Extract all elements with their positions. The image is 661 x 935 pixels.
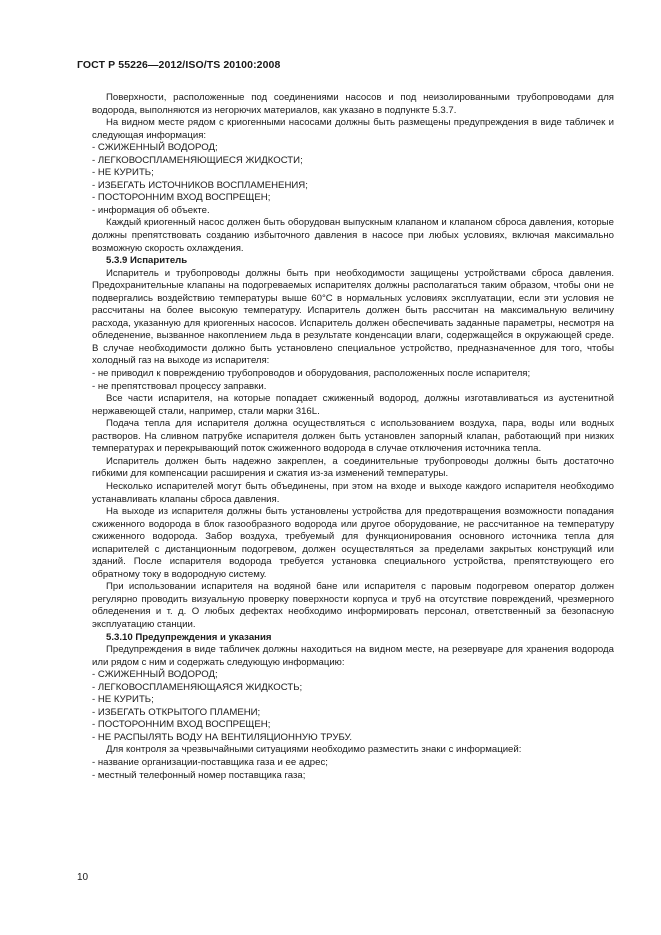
list-item: - ИЗБЕГАТЬ ИСТОЧНИКОВ ВОСПЛАМЕНЕНИЯ; bbox=[92, 179, 308, 191]
list-item: - СЖИЖЕННЫЙ ВОДОРОД; bbox=[92, 669, 218, 681]
paragraph: Испаритель должен быть надежно закреплен, а соединительные трубопроводы должны быть достаточно гибкими для компенсации расширения и сжатия из-за изменений температуры. bbox=[92, 455, 614, 480]
list-item: - название организации-поставщика газа и ее адрес; bbox=[92, 756, 328, 768]
list-item: - ПОСТОРОННИМ ВХОД ВОСПРЕЩЕН; bbox=[92, 192, 271, 204]
paragraph: При использовании испарителя на водяной бане или испарителя с паровым подогревом оператор должен регулярно проводить визуальную проверку поверхности корпуса и труб на отсутствие повреждений, чрезмерного обледенения и т. д. О любых дефектах необходимо информировать персонал, ответственный за безопасную эксплуатацию станции. bbox=[92, 581, 614, 630]
list-item: - СЖИЖЕННЫЙ ВОДОРОД; bbox=[92, 142, 218, 154]
paragraph: На выходе из испарителя должны быть установлены устройства для предотвращения возможности попадания сжиженного водорода в блок газообразного водорода или другое оборудование, не рассчитанное на температуру сжиженного водорода. Забор воздуха, требуемый для функционирования основного источника тепла для испарителей с дистанционным подогревом, должен осуществляться за пределами закрытых конструкций или зданий. После испарителя водорода требуется установка специального устройства, препятствующего его обратному току в водородную систему. bbox=[92, 506, 614, 580]
list-item: - ИЗБЕГАТЬ ОТКРЫТОГО ПЛАМЕНИ; bbox=[92, 706, 261, 718]
list-item: - НЕ КУРИТЬ; bbox=[92, 694, 154, 706]
list-item: - информация об объекте. bbox=[92, 204, 210, 216]
section-heading: 5.3.9 Испаритель bbox=[106, 255, 188, 267]
paragraph: Испаритель и трубопроводы должны быть при необходимости защищены устройствами сброса давления. Предохранительные клапаны на подогреваемых испарителях должны располагаться таким образом, чтобы они не подвергались воздействию температуры выше 60°С в нормальных условиях эксплуатации, если эти условия не рассчитаны на более высокую температуру. Испаритель должен быть рассчитан на максимальную величину расхода, указанную для криогенных насосов. Испаритель должен обеспечивать заданные параметры, несмотря на обледенение, вызванное накоплением льда в результате конденсации влаги, содержащейся в окружающей среде. В случае необходимости должно быть установлено специальное устройство, предназначенное для того, чтобы холодный газ на выходе из испарителя: bbox=[92, 267, 614, 367]
paragraph: Каждый криогенный насос должен быть оборудован выпускным клапаном и клапаном сброса давления, которые должны препятствовать созданию избыточного давления в насосе при любых условиях, включая максимально возможную скорость охлаждения. bbox=[92, 217, 614, 254]
list-item: - не приводил к повреждению трубопроводов и оборудования, расположенных после испарителя; bbox=[92, 368, 531, 380]
list-item: - местный телефонный номер поставщика газа; bbox=[92, 769, 306, 781]
paragraph: Поверхности, расположенные под соединениями насосов и под неизолированными трубопроводами для водорода, выполняются из негорючих материалов, как указано в подпункте 5.3.7. bbox=[92, 92, 614, 116]
paragraph: Предупреждения в виде табличек должны находиться на видном месте, на резервуаре для хранения водорода или рядом с ним и содержать следующую информацию: bbox=[92, 644, 614, 668]
paragraph: Несколько испарителей могут быть объединены, при этом на входе и выходе каждого испарителя необходимо устанавливать клапаны сброса давления. bbox=[92, 480, 614, 505]
section-heading: 5.3.10 Предупреждения и указания bbox=[106, 631, 272, 643]
list-item: - не препятствовал процессу заправки. bbox=[92, 380, 267, 392]
page-number: 10 bbox=[77, 872, 89, 883]
list-item: - ПОСТОРОННИМ ВХОД ВОСПРЕЩЕН; bbox=[92, 719, 271, 731]
list-item: - НЕ КУРИТЬ; bbox=[92, 167, 154, 179]
paragraph: На видном месте рядом с криогенными насосами должны быть размещены предупреждения в виде табличек и следующая информация: bbox=[92, 117, 614, 141]
list-item: - ЛЕГКОВОСПЛАМЕНЯЮЩАЯСЯ ЖИДКОСТЬ; bbox=[92, 681, 303, 693]
standard-header: ГОСТ Р 55226—2012/ISO/TS 20100:2008 bbox=[77, 59, 281, 71]
list-item: - НЕ РАСПЫЛЯТЬ ВОДУ НА ВЕНТИЛЯЦИОННУЮ ТРУБУ. bbox=[92, 731, 353, 743]
paragraph: Для контроля за чрезвычайными ситуациями необходимо разместить знаки с информацией: bbox=[106, 744, 522, 756]
document-body bbox=[92, 92, 614, 782]
list-item: - ЛЕГКОВОСПЛАМЕНЯЮЩИЕСЯ ЖИДКОСТИ; bbox=[92, 154, 303, 166]
paragraph: Все части испарителя, на которые попадает сжиженный водород, должны изготавливаться из аустенитной нержавеющей стали, например, стали марки 316L. bbox=[92, 393, 614, 417]
paragraph: Подача тепла для испарителя должна осуществляться с использованием воздуха, пара, воды или водных растворов. На сливном патрубке испарителя должен быть установлен запорный клапан, работающий при низких температурах и перекрывающий поток сжиженного водорода в случае отключения источника тепла. bbox=[92, 418, 614, 455]
